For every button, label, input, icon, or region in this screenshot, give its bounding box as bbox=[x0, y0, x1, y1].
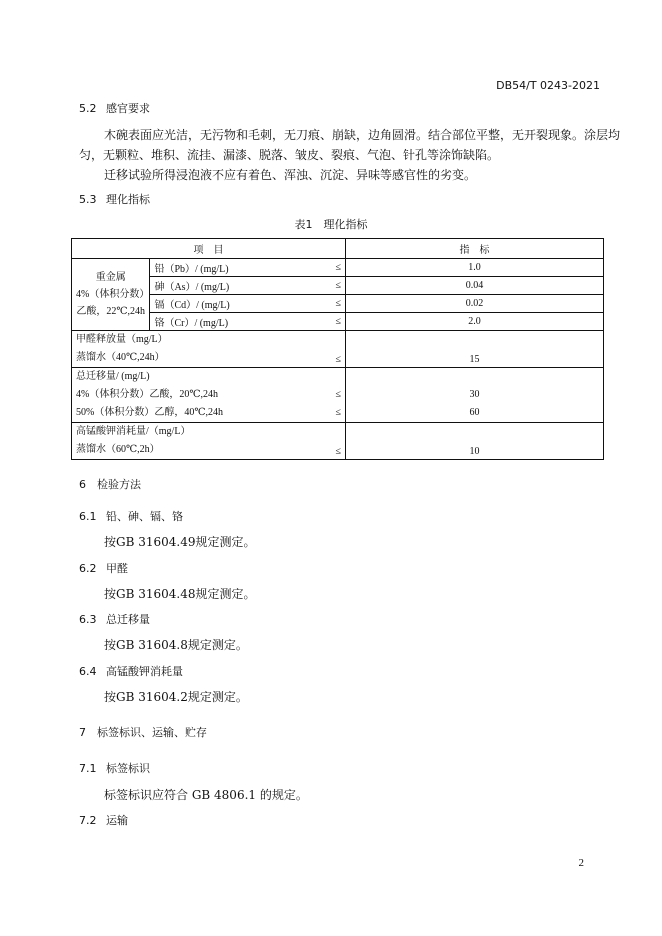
table-row-kmno4 bbox=[72, 423, 604, 460]
row-value: 0.02 bbox=[346, 295, 604, 313]
le-sign: ≤ bbox=[332, 295, 346, 313]
section-number: 6.3 bbox=[79, 613, 97, 626]
section-6-2-heading bbox=[79, 560, 128, 576]
table-row bbox=[72, 277, 604, 295]
section-number: 6.4 bbox=[79, 665, 97, 678]
row-condition: 蒸馏水（40℃,24h） bbox=[76, 352, 165, 363]
group-label: 4%（体积分数） bbox=[76, 289, 150, 300]
label-text: 标签标识应符合 GB 4806.1 的规定。 bbox=[104, 788, 308, 802]
section-6-4-heading bbox=[79, 663, 183, 679]
table-caption: 表1 理化指标 bbox=[294, 218, 368, 231]
group-label: 乙酸，22℃,24h bbox=[76, 306, 146, 317]
heavy-metal-group bbox=[72, 259, 150, 331]
paragraph-line: 木碗表面应光洁，无污物和毛刺，无刀痕、崩缺，边角圆滑。结合部位平整，无开裂现象。涂层均 bbox=[104, 128, 621, 142]
row-label: 镉（Cd）/ (mg/L) bbox=[150, 295, 332, 313]
row-condition: 4%（体积分数）乙酸，20℃,24h bbox=[76, 389, 219, 400]
section-title: 高锰酸钾消耗量 bbox=[106, 665, 183, 678]
row-value: 15 bbox=[346, 331, 604, 368]
le-sign: ≤ bbox=[332, 313, 346, 331]
table-row bbox=[72, 259, 604, 277]
migration-label bbox=[72, 368, 332, 423]
section-number: 7.2 bbox=[79, 814, 97, 827]
section-number: 7.1 bbox=[79, 762, 97, 775]
table-row bbox=[72, 295, 604, 313]
section-6-1-heading bbox=[79, 508, 183, 524]
row-value: 2.0 bbox=[346, 313, 604, 331]
row-label: 铬（Cr）/ (mg/L) bbox=[150, 313, 332, 331]
method-text: 按GB 31604.8规定测定。 bbox=[104, 638, 248, 652]
section-number: 5.2 bbox=[79, 102, 97, 115]
method-text: 按GB 31604.49规定测定。 bbox=[104, 535, 256, 549]
section-number: 6.2 bbox=[79, 562, 97, 575]
row-condition: 50%（体积分数）乙醇，40℃,24h bbox=[76, 407, 224, 418]
section-number: 6 bbox=[79, 478, 86, 491]
section-number: 7 bbox=[79, 726, 86, 739]
le-sign: ≤ bbox=[332, 423, 346, 460]
document-code: DB54/T 0243-2021 bbox=[496, 79, 600, 92]
le-sign: ≤ bbox=[335, 407, 342, 418]
le-signs bbox=[332, 368, 346, 423]
row-label: 砷（As）/ (mg/L) bbox=[150, 277, 332, 295]
table-row-formaldehyde bbox=[72, 331, 604, 368]
section-7-2-heading bbox=[79, 812, 128, 828]
section-number: 5.3 bbox=[79, 193, 97, 206]
table-row bbox=[72, 313, 604, 331]
row-condition: 蒸馏水（60℃,2h） bbox=[76, 444, 160, 455]
header-index: 指 标 bbox=[346, 239, 604, 259]
row-label: 铅（Pb）/ (mg/L) bbox=[150, 259, 332, 277]
section-7-1-heading bbox=[79, 760, 150, 776]
le-sign: ≤ bbox=[332, 331, 346, 368]
le-sign: ≤ bbox=[335, 389, 342, 400]
section-title: 感官要求 bbox=[106, 102, 150, 115]
section-title: 检验方法 bbox=[97, 478, 141, 491]
le-sign: ≤ bbox=[332, 277, 346, 295]
section-title: 运输 bbox=[106, 814, 128, 827]
group-label: 重金属 bbox=[95, 272, 126, 283]
section-5-2-heading bbox=[79, 100, 150, 116]
section-title: 总迁移量 bbox=[106, 613, 150, 626]
page-number: 2 bbox=[578, 857, 584, 869]
section-7-heading bbox=[79, 724, 207, 740]
formaldehyde-label bbox=[72, 331, 332, 368]
section-title: 标签标识 bbox=[106, 762, 150, 775]
section-title: 铅、砷、镉、铬 bbox=[106, 510, 183, 523]
row-value: 30 bbox=[469, 389, 480, 400]
row-title: 高锰酸钾消耗量/（mg/L） bbox=[76, 426, 191, 437]
paragraph: 迁移试验所得浸泡液不应有着色、浑浊、沉淀、异味等感官性的劣变。 bbox=[104, 168, 477, 182]
method-text: 按GB 31604.48规定测定。 bbox=[104, 587, 256, 601]
section-6-heading bbox=[79, 476, 141, 492]
method-text: 按GB 31604.2规定测定。 bbox=[104, 690, 248, 704]
section-title: 甲醛 bbox=[106, 562, 128, 575]
kmno4-label bbox=[72, 423, 332, 460]
row-title: 总迁移量/ (mg/L) bbox=[76, 371, 150, 382]
table-row-migration bbox=[72, 368, 604, 423]
physicochemical-table bbox=[71, 238, 604, 460]
row-title: 甲醛释放量（mg/L） bbox=[76, 334, 168, 345]
section-6-3-heading bbox=[79, 611, 150, 627]
row-value: 60 bbox=[469, 407, 480, 418]
header-item: 项 目 bbox=[72, 239, 346, 259]
row-value: 1.0 bbox=[346, 259, 604, 277]
row-value: 10 bbox=[346, 423, 604, 460]
section-title: 标签标识、运输、贮存 bbox=[97, 726, 207, 739]
section-5-3-heading bbox=[79, 191, 150, 207]
row-value: 0.04 bbox=[346, 277, 604, 295]
le-sign: ≤ bbox=[332, 259, 346, 277]
paragraph-line: 匀，无颗粒、堆积、流挂、漏漆、脱落、皱皮、裂痕、气泡、针孔等涂饰缺陷。 bbox=[79, 148, 500, 162]
table-header-row bbox=[72, 239, 604, 259]
migration-values bbox=[346, 368, 604, 423]
section-number: 6.1 bbox=[79, 510, 97, 523]
section-title: 理化指标 bbox=[106, 193, 150, 206]
